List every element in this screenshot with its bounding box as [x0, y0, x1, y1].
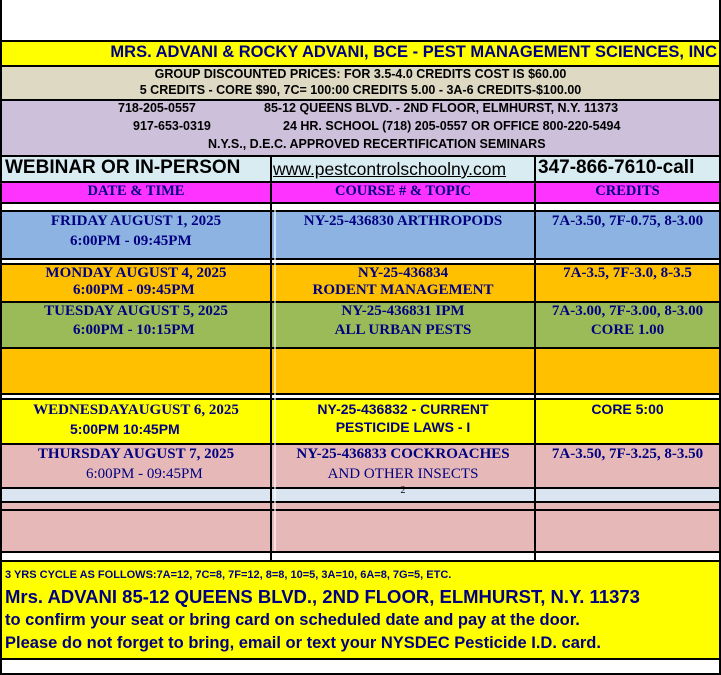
row-course-line-2: ALL URBAN PESTS [334, 322, 472, 338]
row-time: 5:00PM 10:45PM [70, 421, 180, 437]
info-divider-2 [534, 155, 536, 181]
row-course-line-2: PESTICIDE LAWS - I [335, 419, 471, 435]
call-number[interactable]: 347-866-7610-call [538, 157, 695, 178]
phone-2: 917-653-0319 [133, 119, 211, 133]
row-credits-line-2: CORE 1.00 [590, 322, 665, 338]
row-date: FRIDAY AUGUST 1, 2025 [50, 213, 222, 229]
empty-row [2, 501, 719, 509]
webinar-label: WEBINAR OR IN-PERSON [5, 157, 241, 178]
row-course: NY-25-436833 COCKROACHES [296, 446, 510, 462]
column-divider-1 [270, 181, 272, 560]
row-credits: 7A-3.50, 7F-0.75, 8-3.00 [551, 213, 704, 229]
row-date: WEDNESDAYAUGUST 6, 2025 [33, 402, 239, 418]
website-link[interactable]: www.pestcontrolschoolny.com [273, 159, 507, 179]
row-time: 6:00PM - 10:15PM [73, 322, 195, 338]
row-course: NY-25-436831 IPM [341, 303, 465, 319]
info-divider-1 [270, 155, 272, 181]
row-date: THURSDAY AUGUST 7, 2025 [37, 446, 235, 462]
column-divider-2 [534, 181, 536, 560]
row-course-line-2: RODENT MANAGEMENT [312, 282, 494, 298]
school-address: 85-12 QUEENS BLVD. - 2ND FLOOR, ELMHURST, N.Y. 11373 [264, 101, 619, 115]
footer-address: Mrs. ADVANI 85-12 QUEENS BLVD., 2ND FLOOR, ELMHURST, N.Y. 11373 [5, 586, 640, 607]
header-credits: CREDITS [595, 183, 660, 199]
row-credits: 7A-3.50, 7F-3.25, 8-3.50 [551, 446, 704, 462]
row-time: 6:00PM - 09:45PM [70, 233, 192, 249]
row-time: 6:00PM - 09:45PM [73, 282, 195, 298]
row-date: MONDAY AUGUST 4, 2025 [45, 265, 227, 281]
prices-line-1: GROUP DISCOUNTED PRICES: FOR 3.5-4.0 CREDITS COST IS $60.00 [154, 67, 567, 81]
row-credits: 7A-3.5, 7F-3.0, 8-3.5 [563, 265, 692, 281]
approved-seminars: N.Y.S., D.E.C. APPROVED RECERTIFICATION SEMINARS [208, 137, 546, 151]
row-course: NY-25-436834 [357, 265, 449, 281]
cycle-note: 3 YRS CYCLE AS FOLLOWS:7A=12, 7C=8, 7F=12, 8=8, 10=5, 3A=10, 6A=8, 7G=5, ETC. [5, 569, 452, 581]
row-credits: 7A-3.00, 7F-3.00, 8-3.00 [551, 303, 704, 319]
footer-confirm: to confirm your seat or bring card on scheduled date and pay at the door. [5, 611, 580, 629]
page-number: 2 [400, 485, 406, 496]
column-divider-1b [274, 210, 276, 551]
school-office-phones: 24 HR. SCHOOL (718) 205-0557 OR OFFICE 800-220-5494 [283, 119, 621, 133]
row-time: 6:00PM - 09:45PM [86, 466, 203, 482]
gap-strip-4 [2, 551, 719, 560]
header-date-time: DATE & TIME [87, 183, 185, 199]
row-credits: CORE 5:00 [591, 401, 664, 417]
page-title: MRS. ADVANI & ROCKY ADVANI, BCE - PEST MANAGEMENT SCIENCES, INC [110, 43, 717, 61]
row-course: NY-25-436830 ARTHROPODS [303, 213, 503, 229]
empty-row [2, 347, 719, 393]
prices-line-2: 5 CREDITS - CORE $90, 7C= 100:00 CREDITS 5.00 - 3A-6 CREDITS-$100.00 [139, 83, 582, 97]
empty-row [2, 509, 719, 551]
gap-strip-1 [2, 202, 719, 210]
phone-1: 718-205-0557 [118, 101, 196, 115]
footer-reminder: Please do not forget to bring, email or text your NYSDEC Pesticide I.D. card. [5, 634, 601, 652]
header-course-topic: COURSE # & TOPIC [334, 183, 472, 199]
row-date: TUESDAY AUGUST 5, 2025 [44, 303, 228, 319]
row-course: NY-25-436832 - CURRENT [317, 401, 489, 417]
row-course-line-2: AND OTHER INSECTS [327, 466, 479, 482]
top-left-rule [0, 0, 2, 40]
